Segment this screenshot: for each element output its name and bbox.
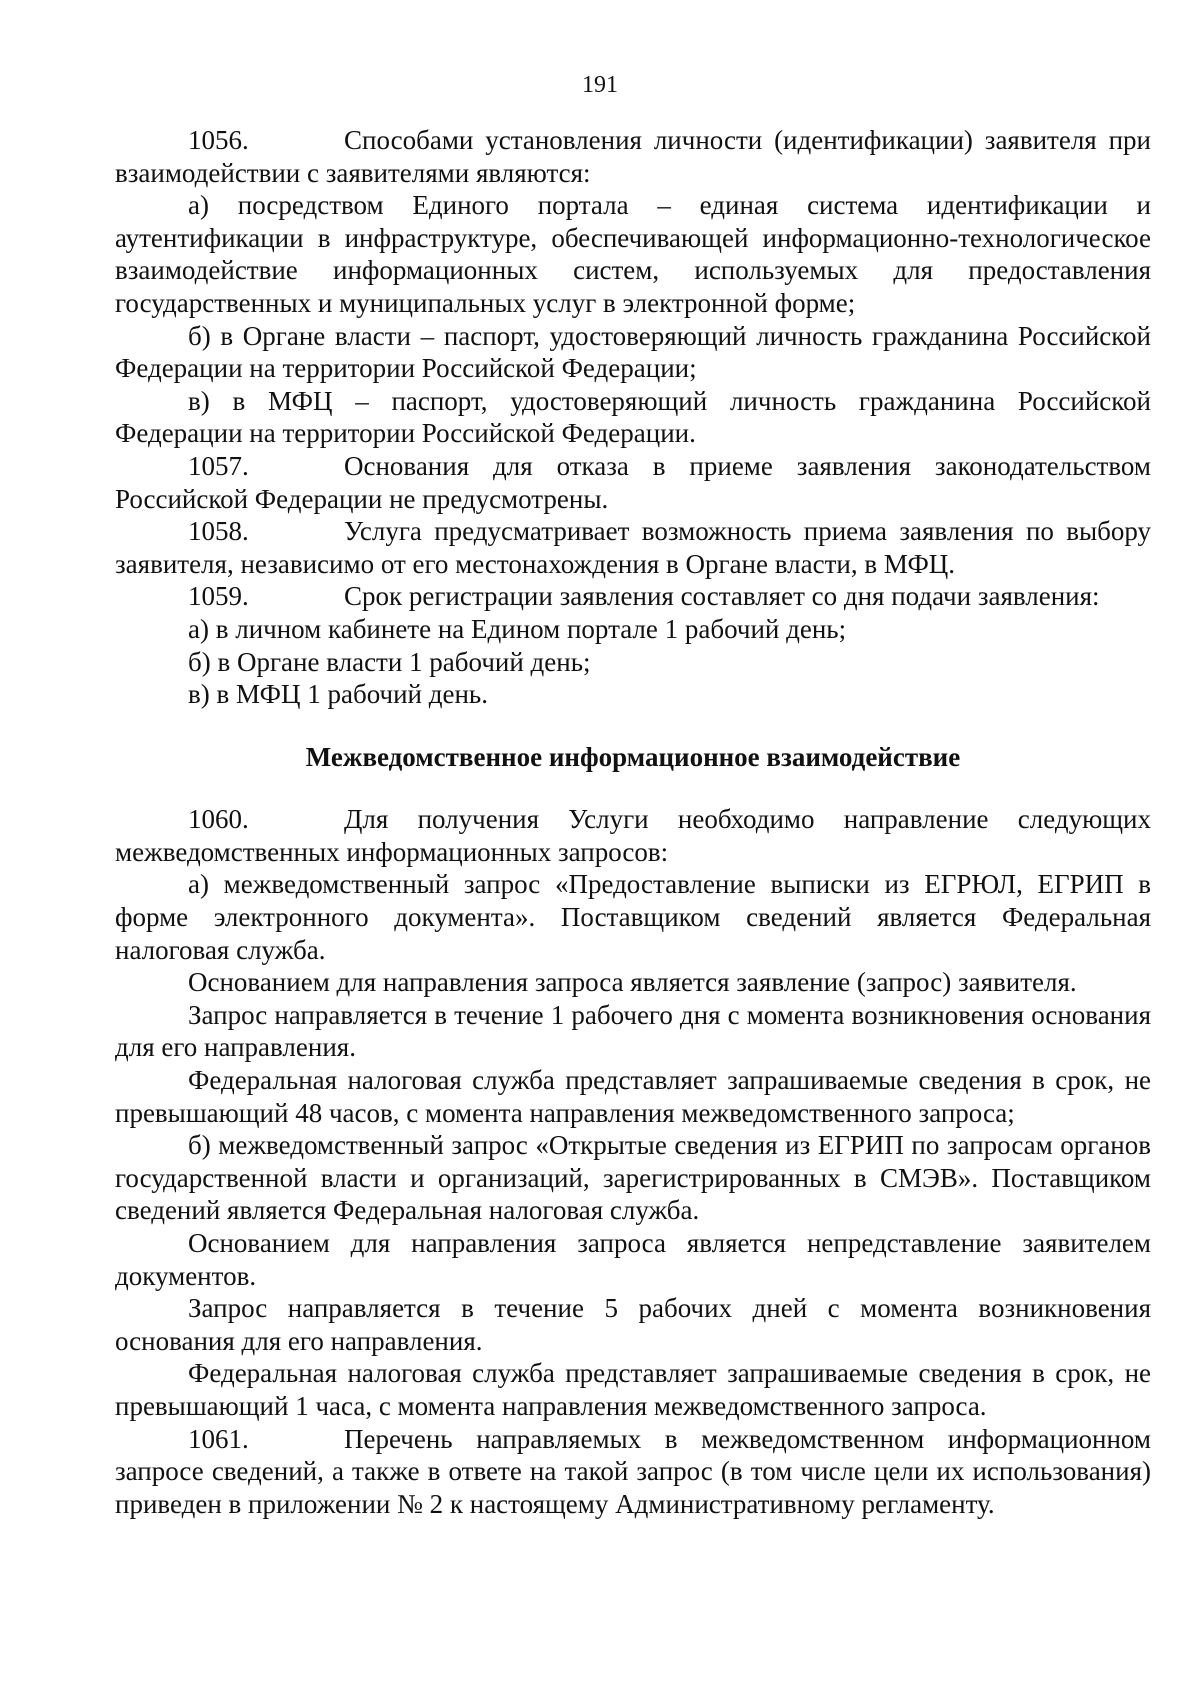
- clause-number: 1056.: [188, 125, 249, 155]
- paragraph-text: Перечень направляемых в межведомственном информационном запросе сведений, а также в ответе на такой запрос (в том числе цели их использования) приведен в приложении № 2 к настоящему Административному регламенту.: [115, 1423, 1151, 1519]
- paragraph-text: б) в Органе власти – паспорт, удостоверяющий личность гражданина Российской Федерации на территории Российской Федерации;: [115, 320, 1151, 384]
- paragraph-text: Федеральная налоговая служба представляет запрашиваемые сведения в срок, не превышающий 48 часов, с момента направления межведомственного запроса;: [115, 1065, 1151, 1128]
- paragraph-1057: [115, 450, 1151, 515]
- paragraph-1061: [115, 1423, 1151, 1521]
- paragraph-1060-b-basis: [115, 1227, 1151, 1292]
- document-body: [115, 124, 1151, 1520]
- clause-number: 1057.: [188, 450, 249, 481]
- paragraph-1056: [115, 124, 1151, 189]
- paragraph-text: Основания для отказа в приеме заявления законодательством Российской Федерации не предусмотрены.: [115, 450, 1151, 514]
- paragraph-1060-a: [115, 868, 1151, 966]
- paragraph-1059: [115, 580, 1151, 613]
- clause-number: 1058.: [188, 516, 249, 547]
- paragraph-1056-a: [115, 189, 1151, 319]
- paragraph-text: Основанием для направления запроса является непредставление заявителем документов.: [115, 1228, 1151, 1291]
- paragraph-1059-v: [115, 678, 1151, 711]
- section-heading: Межведомственное информационное взаимодействие: [305, 741, 961, 772]
- paragraph-text: Услуга предусматривает возможность приема заявления по выбору заявителя, независимо от его местонахождения в Органе власти, в МФЦ.: [115, 516, 1151, 579]
- clause-number: 1061.: [188, 1423, 249, 1454]
- paragraph-text: а) посредством Единого портала – единая система идентификации и аутентификации в инфраструктуре, обеспечивающей информационно-технологическое взаимодействие информационных систем, используемых для предоставления государственных и муниципальных услуг в электронной форме;: [115, 190, 1151, 318]
- paragraph-1060: [115, 803, 1151, 868]
- clause-number: 1060.: [188, 804, 249, 835]
- paragraph-text: а) в личном кабинете на Едином портале 1 рабочий день;: [188, 613, 847, 644]
- paragraph-text: Для получения Услуги необходимо направление следующих межведомственных информационных запросов:: [115, 804, 1151, 867]
- paragraph-1060-b-response: [115, 1357, 1151, 1422]
- paragraph-1060-a-basis: [115, 966, 1151, 999]
- paragraph-1060-a-response: [115, 1064, 1151, 1129]
- clause-number: 1059.: [188, 581, 249, 612]
- paragraph-1059-a: [115, 613, 1151, 646]
- paragraph-text: в) в МФЦ – паспорт, удостоверяющий личность гражданина Российской Федерации на территории Российской Федерации.: [115, 385, 1151, 449]
- paragraph-1060-b-term: [115, 1292, 1151, 1357]
- paragraph-text: Федеральная налоговая служба представляет запрашиваемые сведения в срок, не превышающий 1 часа, с момента направления межведомственного запроса.: [115, 1358, 1151, 1421]
- paragraph-text: Запрос направляется в течение 1 рабочего дня с момента возникновения основания для его направления.: [115, 999, 1151, 1063]
- paragraph-text: в) в МФЦ 1 рабочий день.: [188, 679, 488, 710]
- paragraph-text: Срок регистрации заявления составляет со дня подачи заявления:: [344, 581, 1100, 612]
- paragraph-1060-b: [115, 1129, 1151, 1227]
- paragraph-1060-a-term: [115, 999, 1151, 1064]
- paragraph-text: Способами установления личности (идентификации) заявителя при взаимодействии с заявителями являются:: [115, 125, 1151, 188]
- paragraph-1058: [115, 515, 1151, 580]
- paragraph-text: Основанием для направления запроса является заявление (запрос) заявителя.: [188, 967, 1077, 998]
- paragraph-text: б) в Органе власти 1 рабочий день;: [188, 646, 591, 677]
- paragraph-1059-b: [115, 646, 1151, 679]
- paragraph-1056-b: [115, 320, 1151, 385]
- paragraph-text: а) межведомственный запрос «Предоставление выписки из ЕГРЮЛ, ЕГРИП в форме электронного документа». Поставщиком сведений является Федеральная налоговая служба.: [115, 869, 1151, 965]
- paragraph-text: Запрос направляется в течение 5 рабочих дней с момента возникновения основания для его направления.: [115, 1293, 1151, 1356]
- page-number: 191: [582, 72, 618, 98]
- paragraph-1056-v: [115, 385, 1151, 450]
- paragraph-text: б) межведомственный запрос «Открытые сведения из ЕГРИП по запросам органов государственной власти и организаций, зарегистрированных в СМЭВ». Поставщиком сведений является Федеральная налоговая служба.: [115, 1130, 1151, 1226]
